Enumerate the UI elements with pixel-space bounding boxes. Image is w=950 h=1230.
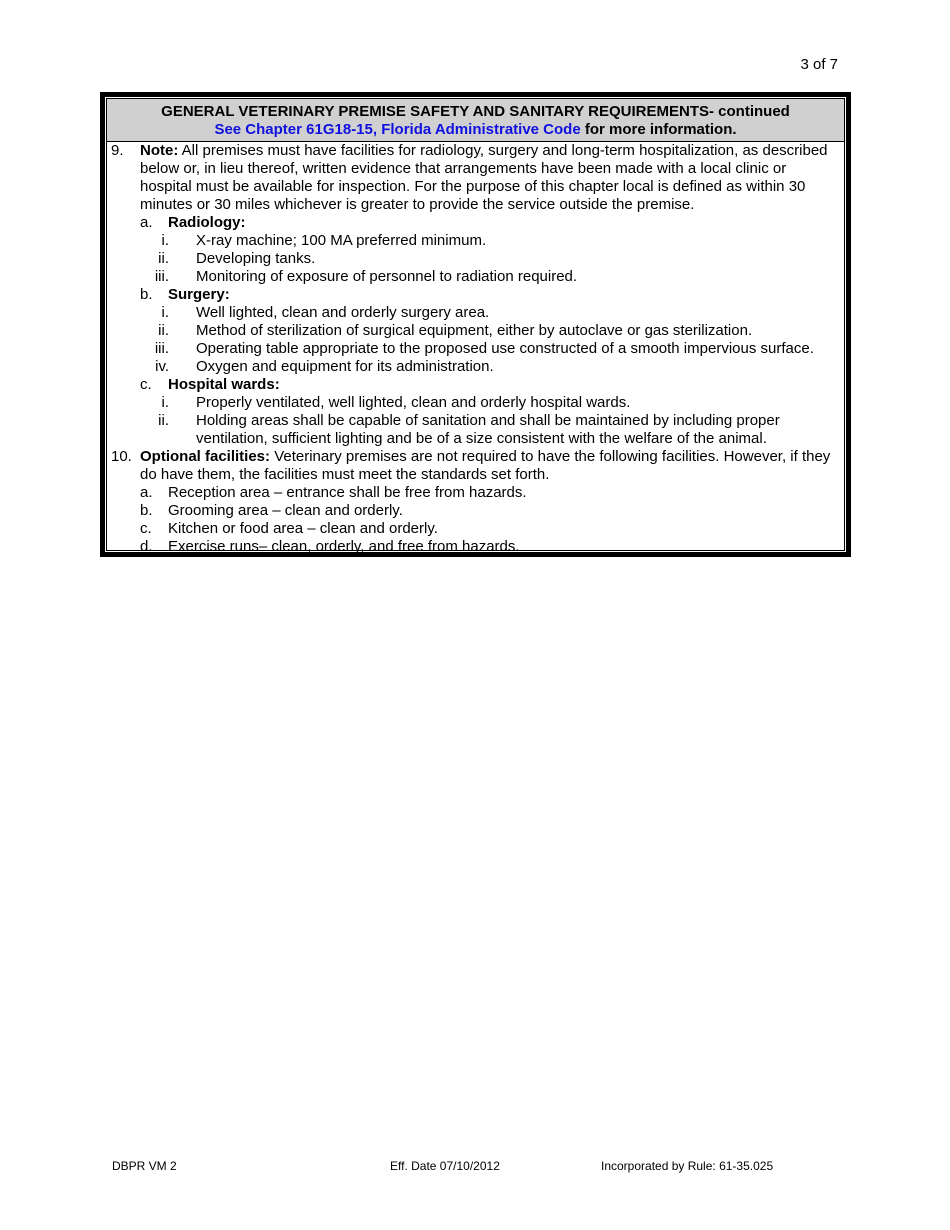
roman-numeral: ii. bbox=[158, 412, 169, 429]
subitem-radiology bbox=[107, 214, 844, 232]
list-item-text: Grooming area – clean and orderly. bbox=[168, 502, 403, 519]
section-header bbox=[107, 99, 844, 142]
subitem-surgery bbox=[107, 286, 844, 304]
list-item bbox=[107, 250, 844, 268]
subitem-letter: b. bbox=[140, 502, 153, 519]
list-item bbox=[107, 412, 844, 448]
section-reference bbox=[107, 121, 844, 139]
roman-numeral: ii. bbox=[158, 322, 169, 339]
list-item bbox=[107, 268, 844, 286]
item-text bbox=[107, 448, 844, 484]
requirements-list bbox=[107, 142, 844, 556]
subitem-letter: c. bbox=[140, 520, 152, 537]
subitem-letter: a. bbox=[140, 484, 153, 501]
footer-rule: Incorporated by Rule: 61-35.025 bbox=[601, 1159, 774, 1173]
chapter-reference-link[interactable]: See Chapter 61G18-15, Florida Administrative Code bbox=[214, 121, 581, 138]
list-item-text: Reception area – entrance shall be free from hazards. bbox=[168, 484, 527, 501]
roman-numeral: ii. bbox=[158, 250, 169, 267]
roman-numeral: i. bbox=[161, 394, 169, 411]
list-item bbox=[107, 520, 844, 538]
roman-numeral: iii. bbox=[154, 268, 169, 285]
subitem-letter: b. bbox=[140, 286, 153, 303]
footer-form-id: DBPR VM 2 bbox=[112, 1159, 177, 1173]
list-item-9 bbox=[107, 142, 844, 214]
list-item bbox=[107, 340, 844, 358]
item-body: Veterinary premises are not required to have the following facilities. However, if they do have them, the facilities must meet the standards set forth. bbox=[140, 448, 831, 483]
requirements-box-inner bbox=[106, 98, 845, 555]
list-item bbox=[107, 232, 844, 250]
list-item bbox=[107, 322, 844, 340]
list-item-text: Monitoring of exposure of personnel to radiation required. bbox=[196, 268, 578, 285]
list-item bbox=[107, 538, 844, 556]
list-item-10 bbox=[107, 448, 844, 484]
item-body: All premises must have facilities for radiology, surgery and long-term hospitalization, as described below or, in lieu thereof, written evidence that arrangements have been made with a local clinic or hospital must be available for inspection. For the purpose of this chapter local is defined as within 30 minutes or 30 miles whichever is greater to provide the service outside the premise. bbox=[140, 142, 828, 213]
roman-numeral: i. bbox=[161, 232, 169, 249]
roman-numeral: iii. bbox=[154, 340, 169, 357]
item-number: 9. bbox=[111, 142, 124, 159]
list-item-text: Holding areas shall be capable of sanitation and shall be maintained by including proper ventilation, sufficient lighting and be of a size consistent with the welfare of the animal. bbox=[196, 412, 780, 447]
item-label: Note: bbox=[140, 142, 179, 159]
list-item bbox=[107, 394, 844, 412]
section-title: GENERAL VETERINARY PREMISE SAFETY AND SANITARY REQUIREMENTS- continued bbox=[161, 103, 790, 120]
list-item bbox=[107, 304, 844, 322]
list-item-text: Method of sterilization of surgical equipment, either by autoclave or gas sterilization. bbox=[196, 322, 753, 339]
subitem-letter: c. bbox=[140, 376, 152, 393]
item-text bbox=[107, 142, 844, 214]
reference-suffix: for more information. bbox=[580, 121, 737, 138]
subitem-letter: a. bbox=[140, 214, 153, 231]
list-item bbox=[107, 358, 844, 376]
requirements-box bbox=[100, 92, 851, 557]
footer-effective-date: Eff. Date 07/10/2012 bbox=[390, 1159, 500, 1173]
list-item-text: Properly ventilated, well lighted, clean and orderly hospital wards. bbox=[196, 394, 631, 411]
item-label: Optional facilities: bbox=[140, 448, 271, 465]
subitem-letter: d. bbox=[140, 538, 153, 555]
list-item-text: Developing tanks. bbox=[196, 250, 316, 267]
list-item-text: X-ray machine; 100 MA preferred minimum. bbox=[196, 232, 487, 249]
subitem-hospital-wards bbox=[107, 376, 844, 394]
subitem-label: Radiology: bbox=[168, 214, 246, 231]
list-item-text: Well lighted, clean and orderly surgery area. bbox=[196, 304, 490, 321]
item-number: 10. bbox=[111, 448, 132, 465]
list-item-text: Oxygen and equipment for its administration. bbox=[196, 358, 494, 375]
list-item-text: Exercise runs– clean, orderly, and free from hazards. bbox=[168, 538, 520, 555]
list-item bbox=[107, 502, 844, 520]
list-item-text: Operating table appropriate to the proposed use constructed of a smooth impervious surface. bbox=[196, 340, 814, 357]
roman-numeral: i. bbox=[161, 304, 169, 321]
subitem-label: Surgery: bbox=[168, 286, 230, 303]
page-number: 3 of 7 bbox=[800, 56, 838, 73]
list-item bbox=[107, 484, 844, 502]
roman-numeral: iv. bbox=[155, 358, 169, 375]
list-item-text: Kitchen or food area – clean and orderly. bbox=[168, 520, 438, 537]
subitem-label: Hospital wards: bbox=[168, 376, 280, 393]
